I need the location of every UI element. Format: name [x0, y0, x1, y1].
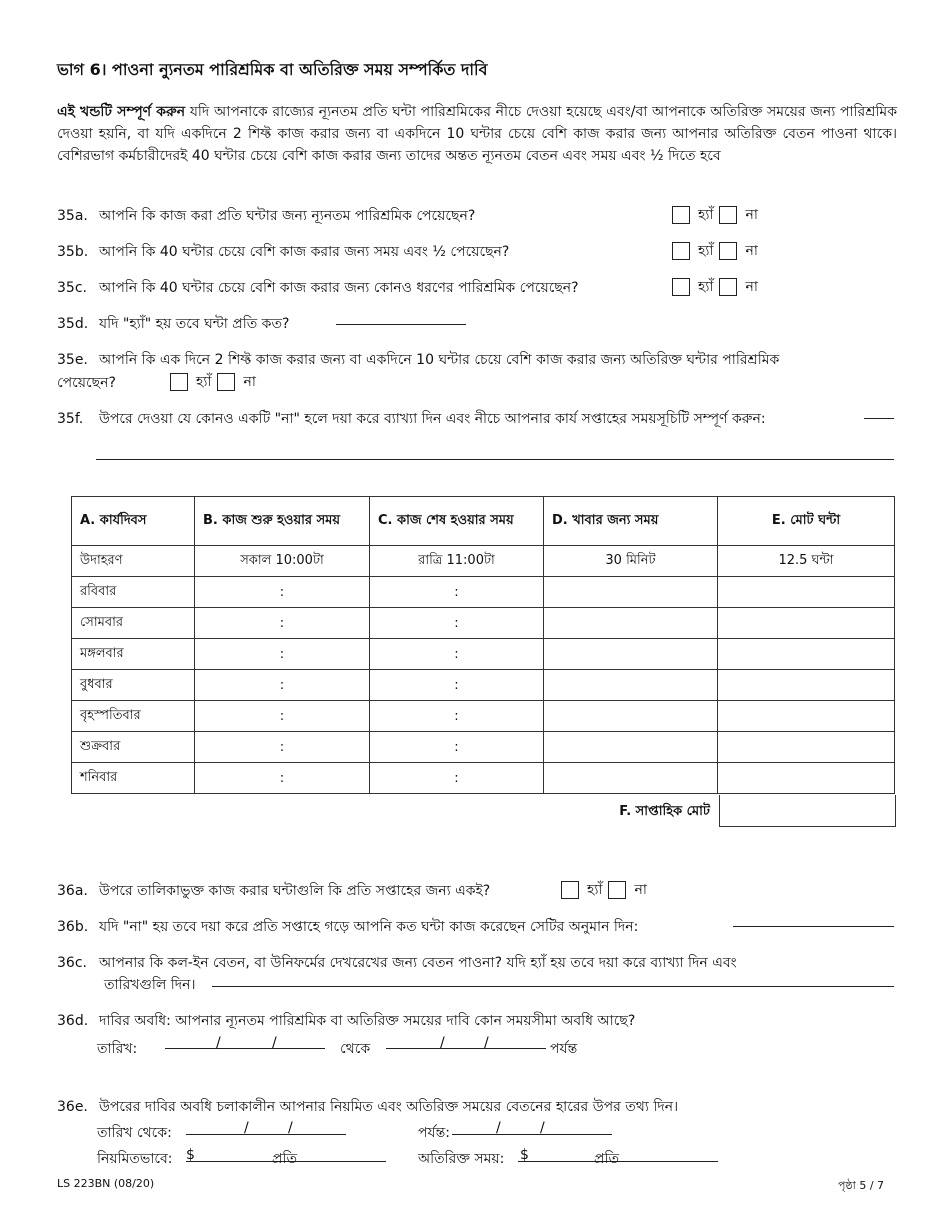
yes-label: হ্যাঁ	[587, 882, 603, 898]
q36a-text: উপরে তালিকাভুক্ত কাজ করার ঘন্টাগুলি কি প্রতি সপ্তাহের জন্য একই?	[99, 883, 491, 899]
header-meal-time: D. খাবার জন্য সময়	[544, 497, 718, 546]
q36a-num: 36a.	[57, 883, 88, 899]
date-slash: /	[440, 1035, 445, 1051]
q36e-text: উপরের দাবির অবধি চলাকালীন আপনার নিয়মিত এবং অতিরিক্ত সময়ের বেতনের হারের উপর তথ্য দিন।	[99, 1099, 679, 1115]
q35c-yes-checkbox[interactable]	[672, 278, 690, 296]
q36e-to-date-field[interactable]	[452, 1134, 612, 1135]
q36e-regular-per: প্রতি	[272, 1151, 297, 1167]
q35a-text: আপনি কি কাজ করা প্রতি ঘন্টার জন্য ন্যূনতম পারিশ্রমিক পেয়েছেন?	[99, 208, 476, 224]
yes-label: হ্যাঁ	[698, 243, 714, 259]
example-end: রাত্রি 11:00টা	[370, 546, 544, 577]
q36b-text: যদি "না" হয় তবে দয়া করে প্রতি সপ্তাহে গড়ে আপনি কত ঘন্টা কাজ করেছেন সেটির অনুমান দিন:	[99, 919, 639, 935]
start-time-cell[interactable]: :	[195, 701, 370, 732]
q36e-overtime-dollar: $	[520, 1147, 529, 1163]
header-workday: A. কার্যদিবস	[72, 497, 195, 546]
start-time-cell[interactable]: :	[195, 763, 370, 794]
end-time-cell[interactable]: :	[370, 670, 544, 701]
q35f-explain-line-2[interactable]	[96, 459, 894, 460]
q36c-num: 36c.	[57, 955, 87, 971]
weekly-total-field[interactable]	[719, 795, 896, 827]
q35b-no-checkbox[interactable]	[719, 242, 737, 260]
q36c-explain-field[interactable]	[212, 986, 894, 987]
day-label: বুধবার	[72, 670, 195, 701]
intro-bold: এই খন্ডটি সম্পূর্ণ করুন	[57, 104, 186, 120]
question-35d	[57, 312, 289, 336]
meal-time-cell[interactable]	[544, 732, 718, 763]
question-35e	[57, 348, 779, 372]
weekly-total-row	[545, 795, 895, 827]
table-row	[72, 639, 895, 670]
q36d-text: দাবির অবধি: আপনার ন্যূনতম পারিশ্রমিক বা অতিরিক্ত সময়ের দাবি কোন সময়সীমা অবধি আছে?	[99, 1013, 636, 1029]
no-label: না	[745, 207, 758, 223]
end-time-cell[interactable]: :	[370, 763, 544, 794]
end-time-cell[interactable]: :	[370, 639, 544, 670]
total-hours-cell[interactable]	[718, 639, 895, 670]
meal-time-cell[interactable]	[544, 608, 718, 639]
yes-label: হ্যাঁ	[196, 374, 212, 390]
question-36e	[57, 1095, 678, 1119]
q36b-num: 36b.	[57, 919, 89, 935]
no-label: না	[634, 882, 647, 898]
meal-time-cell[interactable]	[544, 577, 718, 608]
day-label: শনিবার	[72, 763, 195, 794]
section-heading: ভাগ 6। পাওনা ন্যুনতম পারিশ্রমিক বা অতিরিক্ত সময় সম্পর্কিত দাবি	[57, 60, 488, 79]
date-slash: /	[288, 1120, 293, 1136]
question-36c	[57, 951, 737, 975]
start-time-cell[interactable]: :	[195, 577, 370, 608]
q35e-yes-checkbox[interactable]	[170, 373, 188, 391]
table-row	[72, 608, 895, 639]
no-label: না	[745, 243, 758, 259]
q35e-text1: আপনি কি এক দিনে 2 শিফ্ট কাজ করার জন্য বা একদিনে 10 ঘন্টার চেয়ে বেশি কাজ করার জন্য অতিরিক্ত ঘন্টার পারিশ্রমিক	[99, 352, 780, 368]
date-slash: /	[496, 1120, 501, 1136]
q35d-rate-field[interactable]	[336, 324, 466, 325]
table-row	[72, 701, 895, 732]
q36a-no-checkbox[interactable]	[608, 881, 626, 899]
q35c-no-checkbox[interactable]	[719, 278, 737, 296]
header-start-time: B. কাজ শুরু হওয়ার সময়	[195, 497, 370, 546]
total-hours-cell[interactable]	[718, 701, 895, 732]
q35b-options	[672, 239, 764, 263]
example-total: 12.5 ঘন্টা	[718, 546, 895, 577]
total-hours-cell[interactable]	[718, 670, 895, 701]
table-row	[72, 670, 895, 701]
q35e-num: 35e.	[57, 352, 88, 368]
header-end-time: C. কাজ শেষ হওয়ার সময়	[370, 497, 544, 546]
q36b-hours-field[interactable]	[733, 926, 894, 927]
table-row	[72, 577, 895, 608]
day-label: রবিবার	[72, 577, 195, 608]
q35f-num: 35f.	[57, 411, 84, 427]
q36e-overtime-label: অতিরিক্ত সময়:	[418, 1151, 505, 1167]
date-slash: /	[540, 1120, 545, 1136]
q35f-text: উপরে দেওয়া যে কোনও একটি "না" হলে দয়া করে ব্যাখ্যা দিন এবং নীচে আপনার কার্য সপ্তাহের সময়সূচিটি সম্পূর্ণ করুন:	[99, 411, 766, 427]
end-time-cell[interactable]: :	[370, 701, 544, 732]
q36c-text1: আপনার কি কল-ইন বেতন, বা উনিফর্মের দেখরেখের জন্য বেতন পাওনা? যদি হ্যাঁ হয় তবে দয়া করে ব্যাখ্যা দিন এবং	[99, 955, 737, 971]
end-time-cell[interactable]: :	[370, 732, 544, 763]
start-time-cell[interactable]: :	[195, 639, 370, 670]
table-row	[72, 732, 895, 763]
day-label: মঙ্গলবার	[72, 639, 195, 670]
question-36a	[57, 879, 490, 903]
intro-text: যদি আপনাকে রাজ্যের ন্যূনতম প্রতি ঘন্টা পারিশ্রমিকের নীচে দেওয়া হয়েছে এবং/বা আপনাকে অতিরিক্ত সময়ের জন্য পারিশ্রমিক দেওয়া হয়নি, বা যদি একদিনে 2 শিফ্ট কাজ করার জন্য বা একদিনে 10 ঘন্টার চেয়ে বেশি কাজ করার জন্য আপনার অতিরিক্ত বেতন পাওনা থাকে। বেশিরভাগ কর্মচারীদেরই 40 ঘন্টার চেয়ে বেশি কাজ করার জন্য তাদের অন্তত ন্যূনতম বেতন এবং সময় এবং ½ দিতে হবে	[57, 104, 897, 164]
q36d-until-label: পর্যন্ত	[550, 1041, 578, 1057]
q36d-to-date-field[interactable]	[386, 1048, 546, 1049]
q36d-date-label: তারিখ:	[97, 1041, 138, 1057]
q36e-num: 36e.	[57, 1099, 88, 1115]
total-hours-cell[interactable]	[718, 608, 895, 639]
q36e-from-date-label: তারিখ থেকে:	[97, 1125, 172, 1141]
q35d-text: যদি "হ্যাঁ" হয় তবে ঘন্টা প্রতি কত?	[99, 316, 290, 332]
question-36b	[57, 915, 638, 939]
q35c-num: 35c.	[57, 280, 87, 296]
total-hours-cell[interactable]	[718, 732, 895, 763]
meal-time-cell[interactable]	[544, 701, 718, 732]
q36d-num: 36d.	[57, 1013, 89, 1029]
question-35f	[57, 407, 766, 431]
q36a-options	[561, 878, 653, 902]
end-time-cell[interactable]: :	[370, 608, 544, 639]
q35e-no-checkbox[interactable]	[217, 373, 235, 391]
page-number: পৃষ্ঠা 5 / 7	[838, 1179, 885, 1192]
header-total-hours: E. মোট ঘন্টা	[718, 497, 895, 546]
example-day: উদাহরণ	[72, 546, 195, 577]
start-time-cell[interactable]: :	[195, 608, 370, 639]
example-meal: 30 মিনিট	[544, 546, 718, 577]
q35a-num: 35a.	[57, 208, 88, 224]
q36e-overtime-per: প্রতি	[594, 1151, 619, 1167]
meal-time-cell[interactable]	[544, 763, 718, 794]
q35f-explain-field[interactable]	[864, 418, 894, 419]
q35a-options	[672, 203, 764, 227]
total-hours-cell[interactable]	[718, 577, 895, 608]
q36c-text2: তারিখগুলি দিন।	[104, 977, 196, 993]
question-35b	[57, 240, 509, 264]
q35b-num: 35b.	[57, 244, 89, 260]
day-label: শুক্রবার	[72, 732, 195, 763]
q36d-from-date-field[interactable]	[165, 1048, 325, 1049]
total-hours-cell[interactable]	[718, 763, 895, 794]
section-intro	[57, 101, 897, 167]
date-slash: /	[244, 1120, 249, 1136]
meal-time-cell[interactable]	[544, 639, 718, 670]
q35e-text2: পেয়েছেন?	[57, 375, 116, 391]
start-time-cell[interactable]: :	[195, 670, 370, 701]
q35c-options	[672, 275, 764, 299]
start-time-cell[interactable]: :	[195, 732, 370, 763]
example-start: সকাল 10:00টা	[195, 546, 370, 577]
q36e-regular-label: নিয়মিতভাবে:	[97, 1151, 173, 1167]
date-slash: /	[484, 1035, 489, 1051]
no-label: না	[745, 279, 758, 295]
date-slash: /	[216, 1035, 221, 1051]
form-id: LS 223BN (08/20)	[57, 1177, 155, 1190]
q36e-regular-dollar: $	[186, 1147, 195, 1163]
date-slash: /	[272, 1035, 277, 1051]
day-label: সোমবার	[72, 608, 195, 639]
q35a-no-checkbox[interactable]	[719, 206, 737, 224]
question-36d	[57, 1009, 635, 1033]
table-header-row	[72, 497, 895, 546]
end-time-cell[interactable]: :	[370, 577, 544, 608]
q35d-num: 35d.	[57, 316, 89, 332]
yes-label: হ্যাঁ	[698, 207, 714, 223]
day-label: বৃহস্পতিবার	[72, 701, 195, 732]
q35b-yes-checkbox[interactable]	[672, 242, 690, 260]
q35e-options	[170, 370, 262, 394]
meal-time-cell[interactable]	[544, 670, 718, 701]
table-row-example	[72, 546, 895, 577]
table-row	[72, 763, 895, 794]
q36d-from-label: থেকে	[340, 1041, 371, 1057]
q36a-yes-checkbox[interactable]	[561, 881, 579, 899]
yes-label: হ্যাঁ	[698, 279, 714, 295]
no-label: না	[243, 374, 256, 390]
q36e-from-date-field[interactable]	[186, 1134, 346, 1135]
work-schedule-table	[71, 496, 895, 794]
weekly-total-label: F. সাপ্তাহিক মোট	[619, 804, 710, 819]
q36e-to-date-label: পর্যন্ত:	[418, 1125, 450, 1141]
q35b-text: আপনি কি 40 ঘন্টার চেয়ে বেশি কাজ করার জন্য সময় এবং ½ পেয়েছেন?	[99, 244, 510, 260]
q35c-text: আপনি কি 40 ঘন্টার চেয়ে বেশি কাজ করার জন্য কোনও ধরণের পারিশ্রমিক পেয়েছেন?	[99, 280, 579, 296]
question-35a	[57, 204, 475, 228]
q35a-yes-checkbox[interactable]	[672, 206, 690, 224]
question-35c	[57, 276, 579, 300]
